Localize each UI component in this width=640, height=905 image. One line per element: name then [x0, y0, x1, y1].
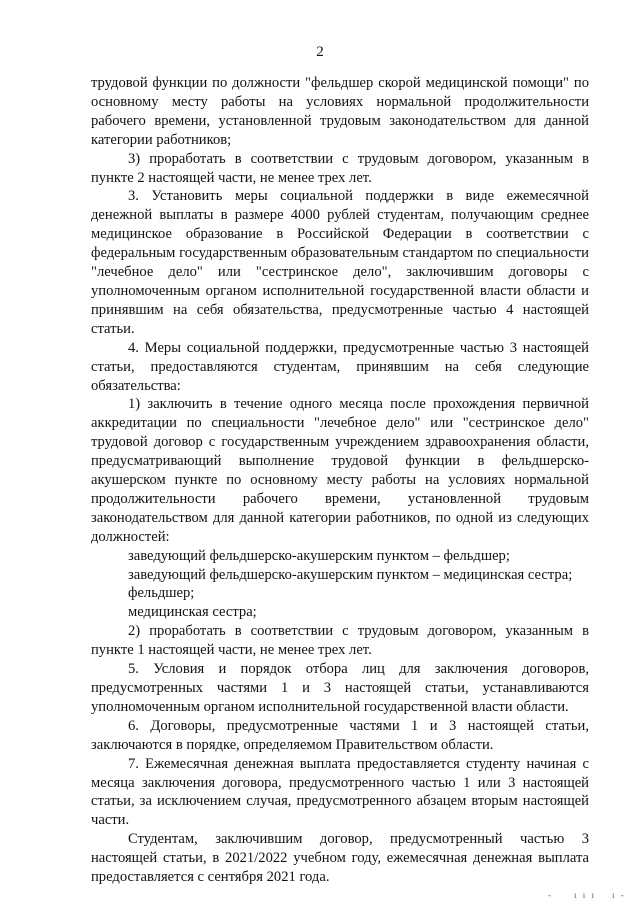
document-body	[91, 74, 589, 887]
paragraph-part-6: 6. Договоры, предусмотренные частями 1 и 3 настоящей статьи, заключаются в порядке, определяемом Правительством области.	[91, 717, 589, 753]
position-list-item: заведующий фельдшерско-акушерским пунктом – фельдшер;	[128, 547, 510, 564]
paragraph-continuation: трудовой функции по должности "фельдшер скорой медицинской помощи" по основному месту работы на условиях нормальной продолжительности рабочего времени, установленной трудовым законодательством для данной категории работников;	[91, 75, 589, 148]
position-list-item: медицинская сестра;	[128, 604, 257, 621]
paragraph-students: Студентам, заключившим договор, предусмотренный частью 3 настоящей статьи, в 2021/2022 учебном году, ежемесячная денежная выплата предоставляется с сентября 2021 года.	[91, 831, 589, 886]
paragraph-part-3: 3. Установить меры социальной поддержки в виде ежемесячной денежной выплаты в размере 4000 рублей студентам, получающим среднее медицинское образование в Российской Федерации в соответствии с федеральным государственным образовательным стандартом по специальности "лечебное дело" или "сестринское дело", заключившим договоры с уполномоченным органом исполнительной государственной власти области и принявшим на себя обязательства, предусмотренные частью 4 настоящей статьи.	[91, 188, 589, 337]
paragraph-item-2: 2) проработать в соответствии с трудовым договором, указанным в пункте 1 настоящей части, не менее трех лет.	[91, 623, 589, 659]
paragraph-item-3: 3) проработать в соответствии с трудовым договором, указанным в пункте 2 настоящей части, не менее трех лет.	[91, 150, 589, 186]
position-list-item: фельдшер;	[128, 585, 195, 602]
scan-artifact-mark: -	[548, 890, 553, 900]
paragraph-part-4: 4. Меры социальной поддержки, предусмотренные частью 3 настоящей статьи, предоставляются студентам, принявшим на себя следующие обязательства:	[91, 339, 589, 394]
scan-artifact-mark: ı -	[612, 890, 626, 900]
scan-artifact-mark: ı ı ı	[574, 890, 597, 900]
position-list-item: заведующий фельдшерско-акушерским пунктом – медицинская сестра;	[128, 566, 573, 583]
page-number: 2	[316, 44, 324, 60]
paragraph-item-1: 1) заключить в течение одного месяца после прохождения первичной аккредитации по специальности "лечебное дело" или "сестринское дело" трудовой договор с государственным учреждением здравоохранения области, предусматривающий выполнение трудовой функции в фельдшерско-акушерском пункте по основному месту работы на условиях нормальной продолжительности рабочего времени, установленной трудовым законодательством для данной категории работников, по одной из следующих должностей:	[91, 396, 589, 545]
paragraph-part-5: 5. Условия и порядок отбора лиц для заключения договоров, предусмотренных частями 1 и 3 настоящей статьи, устанавливаются уполномоченным органом исполнительной государственной власти области.	[91, 661, 589, 715]
paragraph-part-7: 7. Ежемесячная денежная выплата предоставляется студенту начиная с месяца заключения договора, предусмотренного частью 1 или 3 настоящей статьи, за исключением случая, предусмотренного абзацем вторым настоящей части.	[91, 755, 589, 829]
